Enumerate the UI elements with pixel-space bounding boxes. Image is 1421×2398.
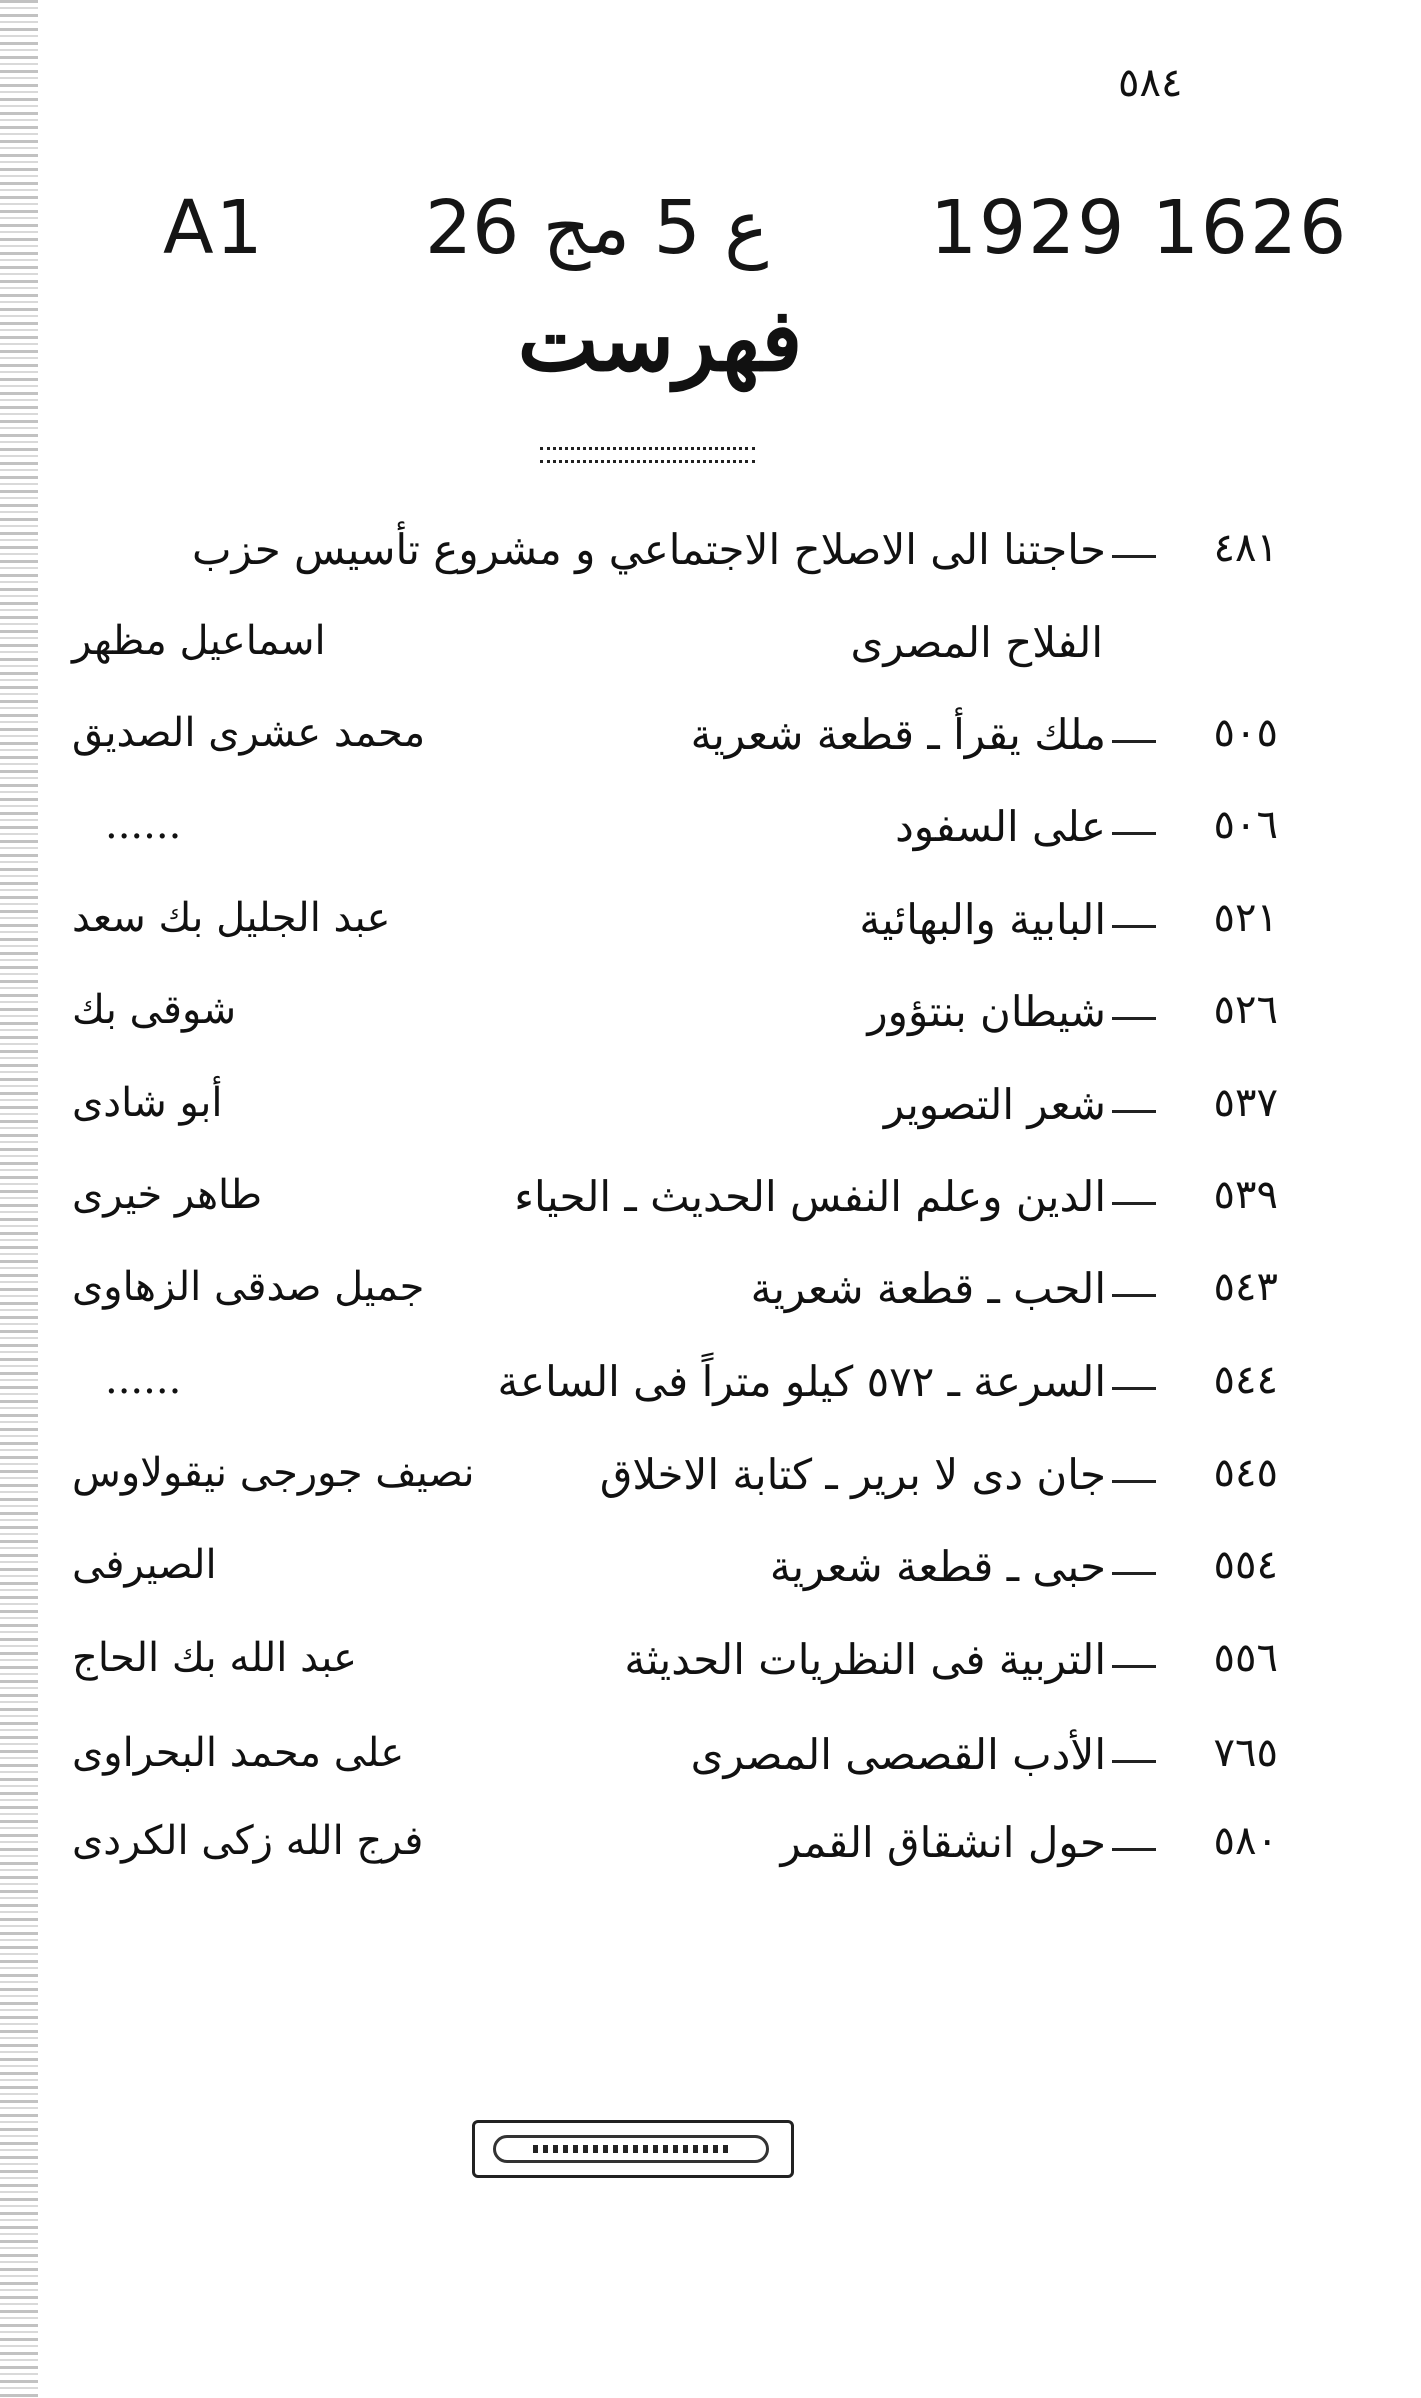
table-row [0,710,1421,780]
table-row [0,1172,1421,1242]
entry-author: أبو شادى [72,1080,223,1126]
entry-author: طاهر خيرى [72,1172,263,1218]
end-ornament [472,2120,794,2178]
entry-page-number: ٥٠٥ [1213,710,1278,756]
entry-page-number: ٥٤٤ [1213,1357,1278,1403]
entry-title: شيطان بنتؤور [867,987,1106,1036]
entry-dash [1112,1202,1156,1205]
table-row [0,1450,1421,1520]
entry-author: على محمد البحراوى [72,1730,405,1776]
entry-dash [1112,925,1156,928]
entry-author: عبد الله بك الحاج [72,1635,358,1681]
entry-title: جان دى لا برير ـ كتابة الاخلاق [599,1450,1106,1499]
page-title: فهرست [517,290,803,391]
entry-dash [1112,1387,1156,1390]
table-row [0,802,1421,872]
entry-page-number: ٥٣٧ [1213,1080,1278,1126]
entry-dash [1112,1480,1156,1483]
entry-title: البابية والبهائية [859,895,1106,944]
table-row [0,1818,1421,1888]
table-row [0,895,1421,965]
entry-dash [1112,1110,1156,1113]
entry-dash [1112,1760,1156,1763]
table-row [0,1635,1421,1705]
entry-title: حاجتنا الى الاصلاح الاجتماعي و مشروع تأسيس حزب [192,525,1106,574]
entry-author: محمد عشرى الصديق [72,710,426,756]
entry-page-number: ٥٤٥ [1213,1450,1278,1496]
entry-dash [1112,740,1156,743]
entry-page-number: ٥٢٦ [1213,987,1278,1033]
entry-author: الصيرفى [72,1542,217,1588]
entry-title: السرعة ـ ٥٧٢ كيلو متراً فى الساعة [497,1357,1106,1406]
table-row [0,1080,1421,1150]
entry-dash [1112,832,1156,835]
entry-dash [1112,1848,1156,1851]
table-row [0,525,1421,595]
entry-page-number: ٧٦٥ [1213,1730,1278,1776]
entry-page-number: ٥٣٩ [1213,1172,1278,1218]
entry-title: ملك يقرأ ـ قطعة شعرية [690,710,1106,759]
entry-title: الأدب القصصى المصرى [690,1730,1106,1779]
entry-page-number: ٥٠٦ [1213,802,1278,848]
entry-page-number: ٤٨١ [1213,525,1278,571]
entry-title: شعر التصوير [883,1080,1106,1129]
entry-author: ...... [105,802,182,848]
entry-title: حبى ـ قطعة شعرية [769,1542,1106,1591]
entry-title: التربية فى النظريات الحديثة [624,1635,1106,1684]
entry-title: الدين وعلم النفس الحديث ـ الحياء [514,1172,1106,1221]
entry-author: شوقى بك [72,987,237,1033]
table-row [0,1542,1421,1612]
entry-title: حول انشقاق القمر [780,1818,1106,1867]
entry-dash [1112,555,1156,558]
entry-author: جميل صدقى الزهاوى [72,1264,425,1310]
handwritten-middle-code: 26 ع 5 مج [425,185,769,271]
entry-page-number: ٥٤٣ [1213,1264,1278,1310]
entry-author: اسماعيل مظهر [72,618,326,664]
table-row [0,1730,1421,1800]
entry-author: ...... [105,1357,182,1403]
entry-title: الحب ـ قطعة شعرية [750,1264,1106,1313]
entry-page-number: ٥٢١ [1213,895,1278,941]
entry-author: فرج الله زكى الكردى [72,1818,424,1864]
entry-dash [1112,1572,1156,1575]
entry-dash [1112,1017,1156,1020]
entry-dash [1112,1294,1156,1297]
table-row [0,618,1421,688]
handwritten-right-code: 1929 1626 [930,185,1349,271]
entry-author: نصيف جورجى نيقولاوس [72,1450,475,1496]
entry-author: عبد الجليل بك سعد [72,895,391,941]
entry-dash [1112,1665,1156,1668]
entry-page-number: ٥٥٤ [1213,1542,1278,1588]
table-row [0,1357,1421,1427]
handwritten-left-code: A1 [163,185,265,271]
entry-page-number: ٥٨٠ [1213,1818,1278,1864]
page-number: ٥٨٤ [1118,60,1183,106]
entry-title: الفلاح المصرى [850,618,1103,667]
table-row [0,1264,1421,1334]
table-row [0,987,1421,1057]
entry-title: على السفود [895,802,1106,851]
entry-page-number: ٥٥٦ [1213,1635,1278,1681]
